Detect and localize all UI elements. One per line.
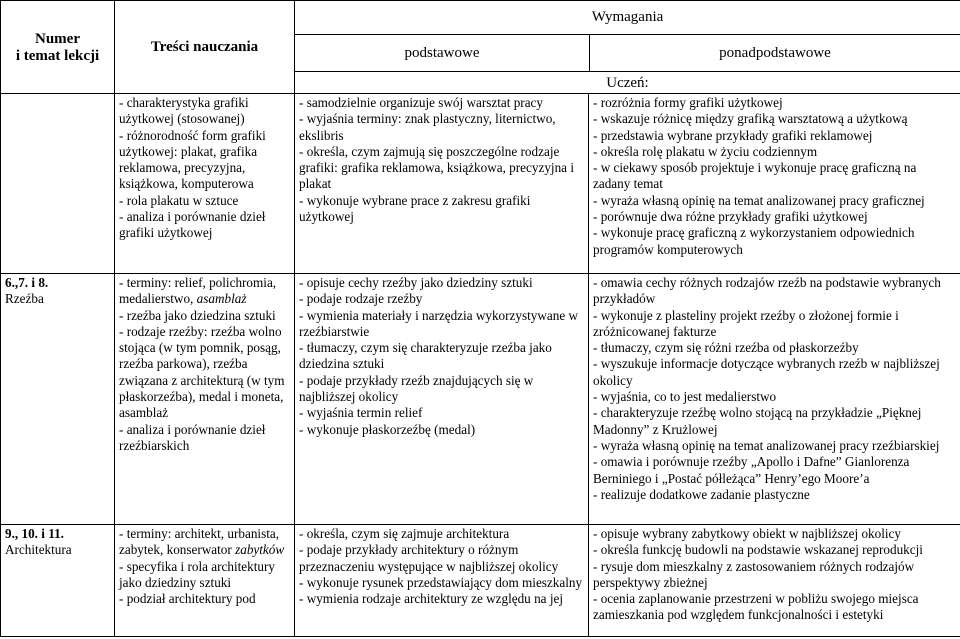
- italic-term: zabytków: [235, 542, 285, 558]
- list-item: - opisuje wybrany zabytkowy obiekt w najbliższej okolicy: [593, 526, 902, 541]
- row3-podstawowe: [295, 525, 589, 637]
- list-item: - rodzaje rzeźby: rzeźba wolno stojąca (w tym pomnik, posąg, rzeźba parkowa), rzeźba związana z architekturą (w tym płaskorzeźba), medal i moneta, asamblaż: [119, 323, 285, 421]
- list-item: - określa rolę plakatu w życiu codziennym: [593, 143, 818, 159]
- list-item: - określa, czym zajmują się poszczególne rodzaje grafiki: grafika reklamowa, książkowa, precyzyjna i plakat: [299, 143, 574, 192]
- table-row: [1, 274, 960, 525]
- list-item: - charakterystyka grafiki użytkowej (stosowanej): [119, 95, 249, 127]
- list-item: - określa funkcję budowli na podstawie wskazanej reprodukcji: [593, 542, 923, 558]
- list-item: - wykonuje rysunek przedstawiający dom mieszkalny: [299, 574, 583, 590]
- list-item: - w ciekawy sposób projektuje i wykonuje pracę graficzną na zadany temat: [593, 160, 917, 192]
- list-item: - wykonuje wybrane prace z zakresu grafiki użytkowej: [299, 192, 531, 225]
- list-item: - charakteryzuje rzeźbę wolno stojącą na przykładzie „Pięknej Madonny” z Krużlowej: [593, 405, 922, 437]
- list-item: - wyjaśnia terminy: znak plastyczny, liternictwo, ekslibris: [299, 111, 556, 143]
- row3-tresci: [115, 525, 295, 637]
- list-item: - opisuje cechy rzeźby jako dziedziny sztuki: [299, 275, 533, 290]
- table-row: [1, 525, 960, 637]
- row1-tresci: [115, 94, 295, 274]
- list-item: - rozróżnia formy grafiki użytkowej: [593, 95, 783, 110]
- list-item: - rysuje dom mieszkalny z zastosowaniem różnych rodzajów perspektywy zbieżnej: [593, 558, 915, 590]
- header-ponadpodstawowe: ponadpodstawowe: [719, 45, 831, 61]
- list-item: - tłumaczy, czym się różni rzeźba od płaskorzeźby: [593, 340, 859, 356]
- list-item: - wyraża własną opinię na temat analizowanej pracy graficznej: [593, 192, 925, 208]
- row1-numer: [1, 94, 115, 274]
- row1-podstawowe: [295, 94, 589, 274]
- list-item: - podział architektury pod: [119, 591, 256, 607]
- lesson-number: 6.,7. i 8.: [5, 275, 49, 290]
- list-item: - określa, czym się zajmuje architektura: [299, 526, 510, 541]
- list-item: [119, 526, 290, 559]
- list-item: - wyraża własną opinię na temat analizowanej pracy rzeźbiarskiej: [593, 437, 940, 453]
- list-item: - porównuje dwa różne przykłady grafiki użytkowej: [593, 209, 868, 225]
- lesson-topic: Architektura: [5, 542, 72, 558]
- header-tresci: Treści nauczania: [115, 1, 295, 94]
- row2-podstawowe: [295, 274, 589, 525]
- row3-ponad: [589, 525, 960, 637]
- list-item: - wyjaśnia termin relief: [299, 405, 423, 421]
- list-item: - specyfika i rola architektury jako dziedziny sztuki: [119, 558, 275, 590]
- list-item: - wymienia rodzaje architektury ze względu na jej: [299, 591, 563, 607]
- row2-ponad: [589, 274, 960, 525]
- list-item: - podaje rodzaje rzeźby: [299, 291, 423, 307]
- header-wymagania: Wymagania: [295, 1, 960, 35]
- list-item-text: - terminy: relief, polichromia, medalierstwo,: [119, 275, 277, 307]
- list-item: - wyjaśnia, co to jest medalierstwo: [593, 389, 777, 405]
- list-item: - podaje przykłady rzeźb znajdujących się w najbliższej okolicy: [299, 372, 534, 405]
- list-item: - podaje przykłady architektury o różnym przeznaczeniu występujące w najbliższej okolicy: [299, 542, 559, 574]
- header-uczen: Uczeń:: [295, 72, 960, 94]
- lesson-topic: Rzeźba: [5, 291, 44, 307]
- list-item: - wykonuje płaskorzeźbę (medal): [299, 421, 476, 437]
- list-item: - omawia i porównuje rzeźby „Apollo i Dafne” Gianlorenza Berniniego i „Postać półleżąca” Henry’ego Moore’a: [593, 454, 910, 486]
- list-item: - analiza i porównanie dzieł rzeźbiarskich: [119, 421, 266, 453]
- list-item: - rola plakatu w sztuce: [119, 192, 239, 208]
- header-numer: [1, 1, 115, 94]
- row2-numer: [1, 274, 115, 525]
- header-numer-line2: i temat lekcji: [15, 47, 100, 64]
- list-item: - rzeźba jako dziedzina sztuki: [119, 307, 276, 323]
- header-row: [1, 1, 960, 72]
- list-item: - omawia cechy różnych rodzajów rzeźb na podstawie wybranych przykładów: [593, 275, 941, 307]
- table-row: [1, 94, 960, 274]
- header-numer-line1: Numer: [35, 31, 80, 48]
- row1-ponad: [589, 94, 960, 274]
- list-item: - tłumaczy, czym się charakteryzuje rzeźba jako dziedzina sztuki: [299, 340, 552, 372]
- list-item-text: - terminy: architekt, urbanista, zabytek, konserwator: [119, 526, 280, 558]
- list-item: [119, 275, 290, 308]
- italic-term: asamblaż: [196, 291, 247, 307]
- list-item: - realizuje dodatkowe zadanie plastyczne: [593, 486, 810, 502]
- list-item: - wykonuje pracę graficzną z wykorzystaniem odpowiednich programów komputerowych: [593, 225, 915, 257]
- list-item: - różnorodność form grafiki użytkowej: plakat, grafika reklamowa, precyzyjna, książkowa, komputerowa: [119, 127, 266, 192]
- list-item: - wskazuje różnicę między grafiką warsztatową a użytkową: [593, 111, 908, 127]
- list-item: - analiza i porównanie dzieł grafiki użytkowej: [119, 209, 266, 241]
- header-podstawowe: podstawowe: [295, 35, 590, 71]
- lesson-number: 9., 10. i 11.: [5, 526, 64, 541]
- header-wymagania-block: [295, 1, 960, 72]
- row3-numer: [1, 525, 115, 637]
- list-item: - wyszukuje informacje dotyczące wybranych rzeźb w najbliższej okolicy: [593, 356, 940, 388]
- row2-tresci: [115, 274, 295, 525]
- list-item: - samodzielnie organizuje swój warsztat pracy: [299, 95, 544, 110]
- list-item: - wymienia materiały i narzędzia wykorzystywane w rzeźbiarstwie: [299, 307, 579, 339]
- list-item: - przedstawia wybrane przykłady grafiki reklamowej: [593, 127, 873, 143]
- list-item: - ocenia zaplanowanie przestrzeni w pobliżu swojego miejsca zamieszkania pod względem funkcjonalności i estetyki: [593, 591, 919, 623]
- list-item: - wykonuje z plasteliny projekt rzeźby o złożonej formie i zróżnicowanej fakturze: [593, 307, 899, 339]
